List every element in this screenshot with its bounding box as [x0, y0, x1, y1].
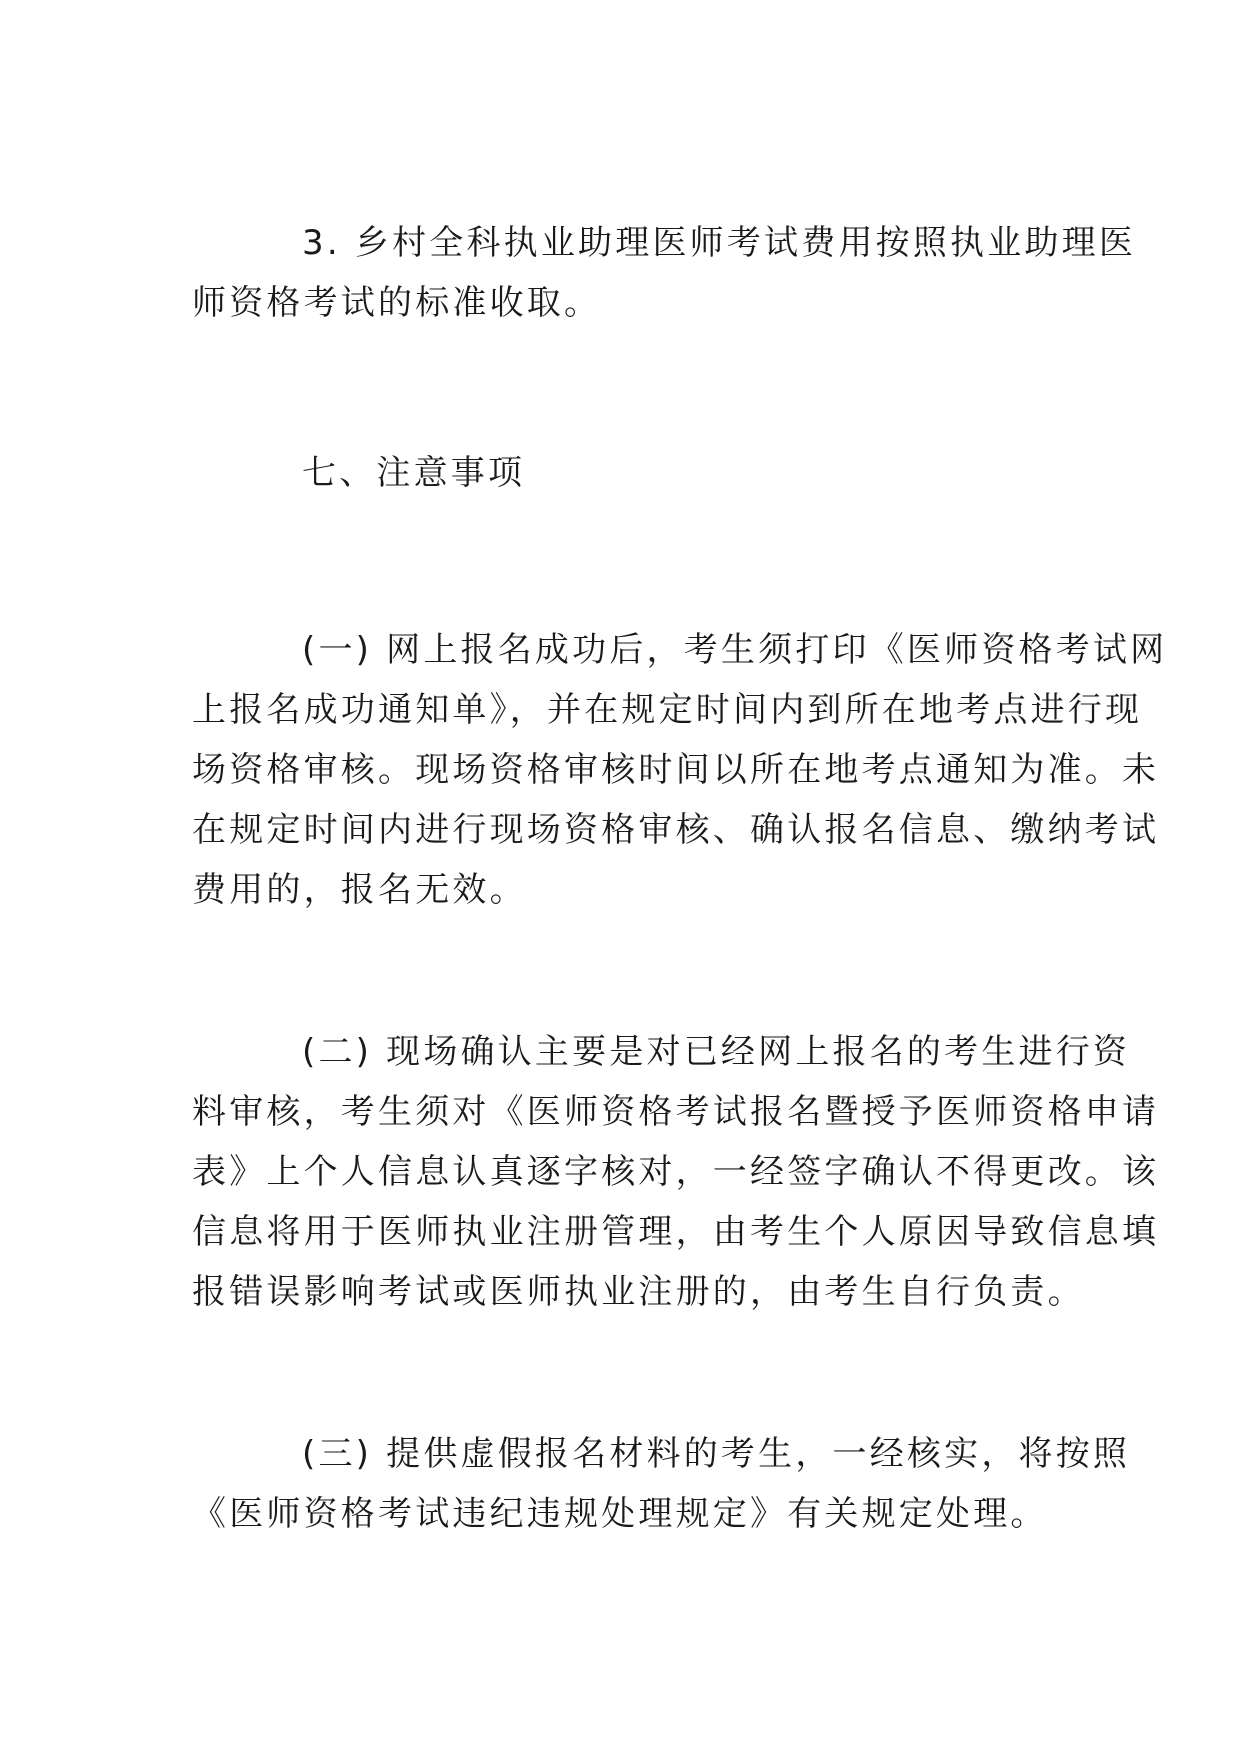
section-heading — [192, 443, 1052, 503]
paragraph-line: 3. 乡村全科执业助理医师考试费用按照执业助理医 — [302, 223, 1137, 263]
paragraph-line: (一) 网上报名成功后，考生须打印《医师资格考试网 — [302, 630, 1168, 670]
paragraph-line: 表》上个人信息认真逐字核对，一经签字确认不得更改。该 — [192, 1152, 1160, 1192]
paragraph-line: (二) 现场确认主要是对已经网上报名的考生进行资 — [302, 1032, 1131, 1072]
heading-text: 七、注意事项 — [302, 453, 526, 493]
paragraph-line: 师资格考试的标准收取。 — [192, 283, 602, 323]
paragraph-line: 场资格审核。现场资格审核时间以所在地考点通知为准。未 — [192, 750, 1160, 790]
paragraph-line: 费用的，报名无效。 — [192, 870, 527, 910]
paragraph-line: 报错误影响考试或医师执业注册的，由考生自行负责。 — [192, 1272, 1085, 1312]
paragraph-line: 在规定时间内进行现场资格审核、确认报名信息、缴纳考试 — [192, 810, 1160, 850]
paragraph-line: 料审核，考生须对《医师资格考试报名暨授予医师资格申请 — [192, 1092, 1160, 1132]
paragraph-line: (三) 提供虚假报名材料的考生，一经核实，将按照 — [302, 1434, 1131, 1474]
paragraph-line: 上报名成功通知单》，并在规定时间内到所在地考点进行现 — [192, 690, 1143, 730]
paragraph-item-3 — [192, 213, 1137, 333]
paragraph-line: 《医师资格考试违纪违规处理规定》有关规定处理。 — [192, 1494, 1048, 1534]
paragraph-note-2 — [192, 1022, 1160, 1322]
paragraph-line: 信息将用于医师执业注册管理，由考生个人原因导致信息填 — [192, 1212, 1160, 1252]
paragraph-note-3 — [192, 1424, 1131, 1544]
paragraph-note-1 — [192, 620, 1168, 920]
